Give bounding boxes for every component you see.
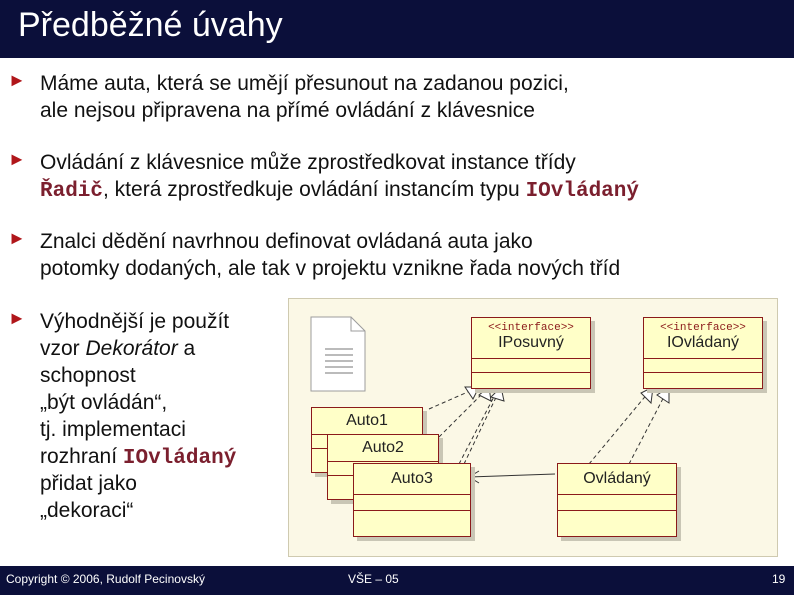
bullet-4-line-3: schopnost — [40, 364, 136, 387]
footer-copyright: Copyright © 2006, Rudolf Pecinovský — [6, 572, 205, 586]
footer-page-number: 19 — [772, 572, 786, 586]
stereotype-label: <<interface>> — [660, 322, 746, 334]
association-arrow — [469, 471, 555, 483]
class-name: Auto2 — [362, 439, 404, 456]
bullet-3-line-1: Znalci dědění navrhnou definovat ovládaná auta jako — [40, 230, 533, 253]
uml-diagram — [288, 298, 778, 557]
bullet-4-line-1: Výhodnější je použít — [40, 310, 230, 333]
bullet-4-line-8: „dekoraci“ — [40, 499, 134, 522]
code-radic: Řadič — [40, 180, 104, 203]
class-name: IOvládaný — [666, 334, 740, 351]
bullet-2-text: , která zprostředkuje ovládání instancím typu — [103, 178, 526, 201]
class-name: IPosuvný — [498, 334, 564, 351]
uml-interface-iposuvny — [471, 317, 591, 389]
bullet-4-line-6 — [40, 443, 236, 472]
class-name: Auto3 — [391, 470, 433, 487]
bullet-4-line-5: tj. implementaci — [40, 418, 186, 441]
bullet-4-line-2 — [40, 335, 195, 362]
bullet-1-line-1: Máme auta, která se umějí přesunout na zadanou pozici, — [40, 72, 569, 95]
bullet-3-line-2: potomky dodaných, ale tak v projektu vznikne řada nových tříd — [40, 257, 621, 280]
bullet-1-line-2: ale nejsou připravena na přímé ovládání z klávesnice — [40, 99, 535, 122]
footer-course: VŠE – 05 — [348, 572, 399, 586]
bullet-4-text-c: rozhraní — [40, 445, 123, 468]
class-name: Auto1 — [346, 412, 388, 429]
uml-class-ovladany — [557, 463, 677, 537]
uml-interface-iovladany — [643, 317, 763, 389]
bullet-4-line-7: přidat jako — [40, 472, 137, 495]
bullet-arrow-icon: ► — [8, 149, 26, 169]
bullet-arrow-icon: ► — [8, 70, 26, 90]
bullet-2-line-1: Ovládání z klávesnice může zprostředkovat instance třídy — [40, 151, 576, 174]
slide-title: Předběžné úvahy — [18, 6, 283, 44]
note-icon — [311, 317, 365, 391]
bullet-4-text-a: vzor — [40, 337, 86, 360]
bullet-2-line-2 — [40, 176, 639, 205]
bullet-4-pattern-name: Dekorátor — [85, 337, 178, 360]
realization-arrows — [429, 387, 669, 464]
triangle-heads — [465, 387, 669, 403]
code-iovladany: IOvládaný — [525, 180, 639, 203]
bullet-4-line-4: „být ovládán“, — [40, 391, 168, 414]
code-iovladany-2: IOvládaný — [122, 447, 237, 470]
bullet-arrow-icon: ► — [8, 228, 26, 248]
class-name: Ovládaný — [583, 470, 651, 487]
stereotype-label: <<interface>> — [488, 322, 574, 334]
bullet-arrow-icon: ► — [8, 308, 26, 328]
uml-class-auto3 — [353, 463, 471, 537]
bullet-4-text-b: a — [177, 337, 196, 360]
